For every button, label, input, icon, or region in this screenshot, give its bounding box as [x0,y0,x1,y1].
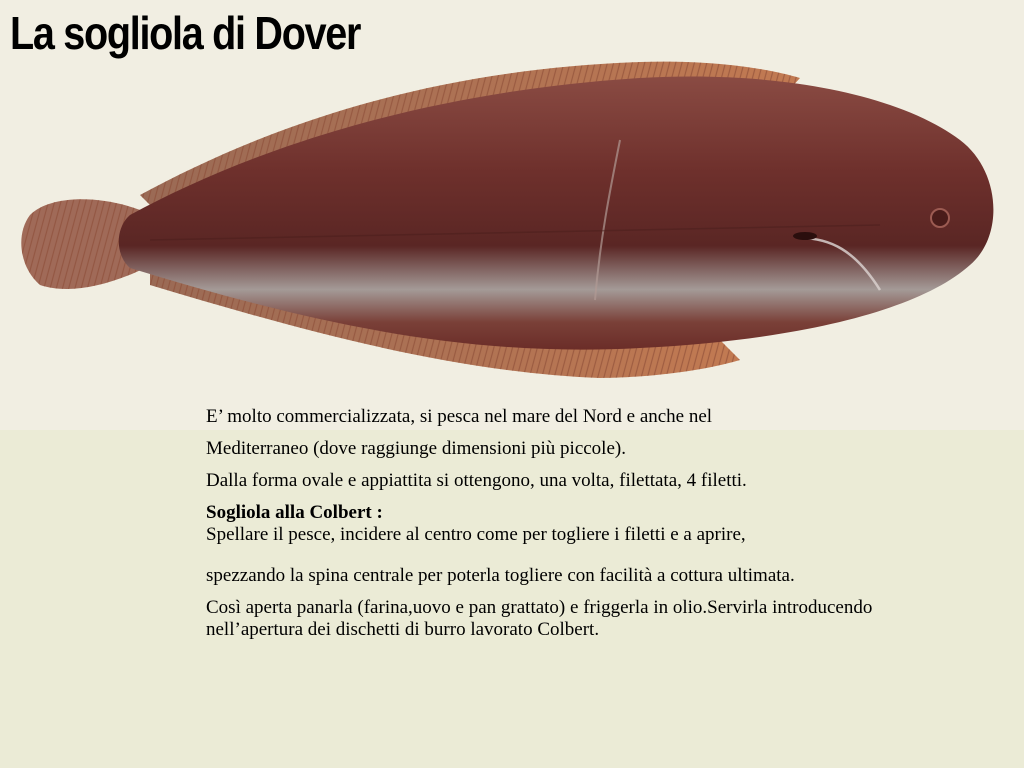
recipe-line: Così aperta panarla (farina,uovo e pan grattato) e friggerla in olio.Servirla introducendo [206,597,873,618]
paragraph: E’ molto commercializzata, si pesca nel mare del Nord e anche nel [206,406,713,427]
slide-title: La sogliola di Dover [10,7,361,59]
recipe-line: spezzando la spina centrale per poterla togliere con facilità a cottura ultimata. [206,565,795,586]
recipe-heading: Sogliola alla Colbert : [206,502,383,523]
paragraph: Dalla forma ovale e appiattita si ottengono, una volta, filettata, 4 filetti. [206,470,747,491]
slide-body [206,406,1018,641]
paragraph: Mediterraneo (dove raggiunge dimensioni più piccole). [206,438,626,459]
recipe-line: Spellare il pesce, incidere al centro come per togliere i filetti e a aprire, [206,524,746,545]
recipe-final-block [206,597,1018,641]
recipe-block [206,502,1018,546]
recipe-line: nell’apertura dei dischetti di burro lavorato Colbert. [206,619,600,640]
